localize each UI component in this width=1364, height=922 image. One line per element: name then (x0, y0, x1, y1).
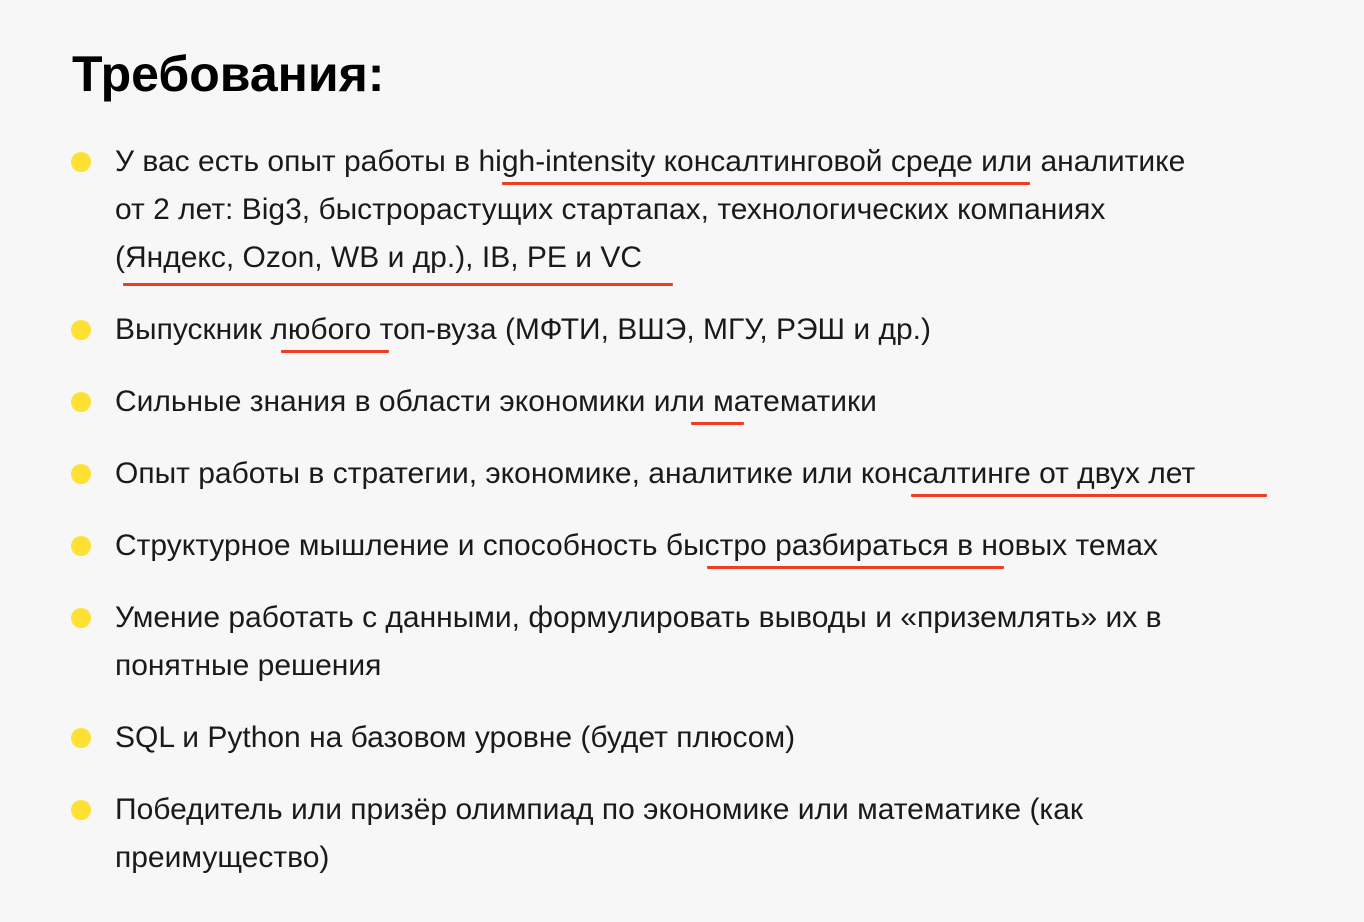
page-title: Требования: (72, 46, 385, 102)
text-line: от 2 лет: Big3, быстрорастущих стартапах, технологических компаниях (115, 193, 1106, 226)
red-underline (502, 182, 1030, 185)
text-line: Сильные знания в области экономики или математики (115, 385, 877, 418)
bullet-icon (71, 728, 91, 748)
red-underline (911, 494, 1267, 497)
text-line: преимущество) (115, 841, 330, 874)
list-item-text (115, 594, 1295, 690)
text-line: Структурное мышление и способность быстро разбираться в новых темах (115, 529, 1158, 562)
bullet-icon (71, 320, 91, 340)
red-underline (691, 422, 744, 425)
text-line (115, 234, 1295, 282)
list-item-text (115, 138, 1295, 282)
text-line: понятные решения (115, 649, 382, 682)
red-underline (123, 283, 673, 286)
text-line: Опыт работы в стратегии, экономике, аналитике или консалтинге от двух лет (115, 457, 1196, 490)
bullet-icon (71, 464, 91, 484)
text-line: Выпускник любого топ-вуза (МФТИ, ВШЭ, МГУ, РЭШ и др.) (115, 313, 931, 346)
underlined-phrase: консалтинге от двух лет (860, 457, 1196, 490)
list-item-text (115, 378, 1295, 426)
list-item-text (115, 522, 1295, 570)
underlined-phrase: любого (270, 313, 372, 346)
text-line: SQL и Python на базовом уровне (будет плюсом) (115, 721, 796, 754)
underlined-phrase: (Яндекс, Ozon, WB и др.), IB, PE и VC (115, 241, 642, 274)
red-underline (281, 350, 389, 353)
text-line: У вас есть опыт работы в high-intensity консалтинговой среде или аналитике (115, 145, 1186, 178)
red-underline (707, 566, 1004, 569)
bullet-icon (71, 536, 91, 556)
bullet-icon (71, 392, 91, 412)
bullet-icon (71, 608, 91, 628)
text-line: Победитель или призёр олимпиад по экономике или математике (как (115, 793, 1084, 826)
text-line: Умение работать с данными, формулировать выводы и «приземлять» их в (115, 601, 1162, 634)
list-item-text (115, 714, 1295, 762)
list-item-text (115, 306, 1295, 354)
underlined-phrase: или (653, 385, 705, 418)
list-item-text (115, 786, 1295, 882)
underlined-phrase: high-intensity консалтинговой среде (478, 145, 973, 178)
underlined-phrase: быстро разбираться (665, 529, 949, 562)
list-item-text (115, 450, 1295, 498)
bullet-icon (71, 800, 91, 820)
bullet-icon (71, 152, 91, 172)
